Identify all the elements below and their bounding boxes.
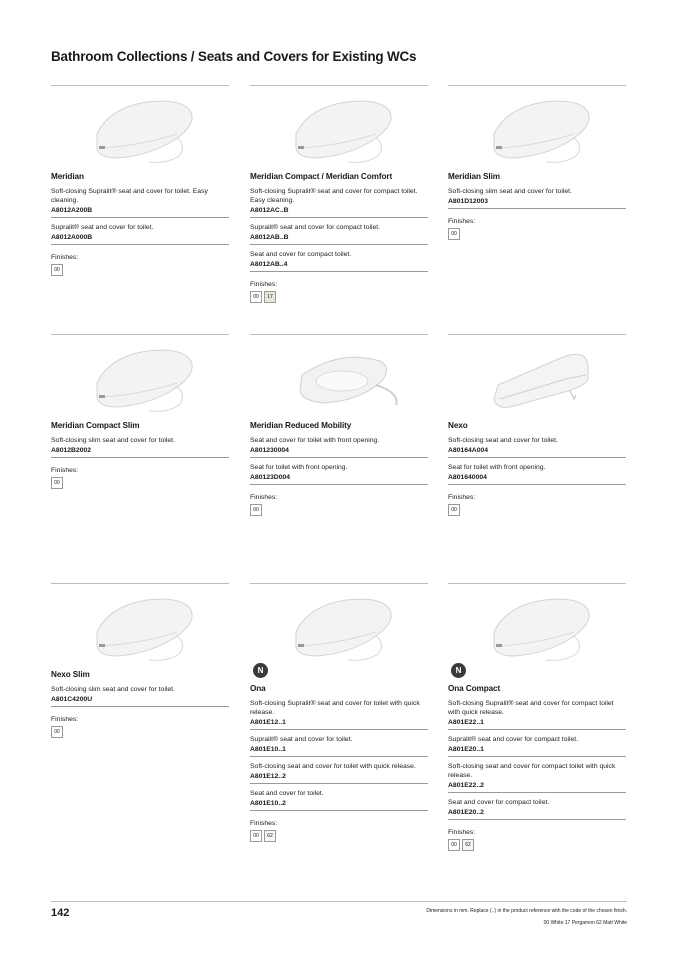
variant-reference: A801640004 xyxy=(448,474,487,481)
finish-swatches xyxy=(448,839,626,851)
product-variant xyxy=(250,699,428,730)
toilet-seat-image xyxy=(250,335,428,421)
toilet-seat-image xyxy=(250,584,428,670)
variant-reference: A801E10..2 xyxy=(250,800,286,807)
product-image xyxy=(448,584,626,684)
new-badge: N xyxy=(253,663,268,678)
finish-swatch: 00 xyxy=(51,726,63,738)
product-variant xyxy=(51,685,229,707)
product-name: Ona Compact xyxy=(448,684,501,693)
variant-reference: A801E22..1 xyxy=(448,719,484,726)
variant-reference: A80164A004 xyxy=(448,447,489,454)
variant-description: Supralit® seat and cover for toilet. xyxy=(51,224,154,231)
finish-swatch: 00 xyxy=(250,504,262,516)
finishes-label: Finishes: xyxy=(448,218,476,225)
finishes-label: Finishes: xyxy=(250,820,278,827)
finish-swatch: 00 xyxy=(250,830,262,842)
product-variant xyxy=(250,463,428,485)
page-number: 142 xyxy=(51,907,70,919)
product-image xyxy=(448,86,626,172)
product-image xyxy=(51,86,229,172)
finish-swatches xyxy=(250,291,428,303)
variant-reference: A801230004 xyxy=(250,447,289,454)
finish-swatch: 00 xyxy=(250,291,262,303)
product-image xyxy=(51,335,229,421)
variant-description: Supralit® seat and cover for compact toilet. xyxy=(448,736,579,743)
footnote: Dimensions in mm. Replace (..) in the product reference with the code of the chosen finish. xyxy=(426,908,627,914)
product-image xyxy=(250,335,428,421)
variant-description: Soft-closing Supralit® seat and cover for compact toilet with quick release. xyxy=(448,700,614,716)
variant-description: Seat and cover for compact toilet. xyxy=(250,251,352,258)
toilet-seat-image xyxy=(448,86,626,172)
product-card xyxy=(250,85,428,303)
finish-swatch: 00 xyxy=(51,477,63,489)
variant-description: Seat for toilet with front opening. xyxy=(448,464,546,471)
finish-swatch: 00 xyxy=(51,264,63,276)
page-title: Bathroom Collections / Seats and Covers for Existing WCs xyxy=(51,49,417,64)
new-badge: N xyxy=(451,663,466,678)
finishes-label: Finishes: xyxy=(51,716,79,723)
product-variant xyxy=(250,187,428,218)
product-name: Nexo xyxy=(448,421,468,430)
finish-swatches xyxy=(250,504,428,516)
product-variant xyxy=(250,436,428,458)
variant-description: Seat and cover for compact toilet. xyxy=(448,799,550,806)
finishes-label: Finishes: xyxy=(250,281,278,288)
product-card xyxy=(448,334,626,516)
product-variant xyxy=(250,250,428,272)
finish-swatch: 00 xyxy=(448,228,460,240)
finishes-label: Finishes: xyxy=(51,254,79,261)
product-variant xyxy=(448,699,626,730)
product-card xyxy=(448,85,626,240)
variant-reference: A801C4200U xyxy=(51,696,93,703)
toilet-seat-image xyxy=(448,335,626,421)
finish-swatches xyxy=(250,830,428,842)
finishes-label: Finishes: xyxy=(448,829,476,836)
product-variant xyxy=(250,735,428,757)
variant-description: Seat for toilet with front opening. xyxy=(250,464,348,471)
product-name: Meridian xyxy=(51,172,84,181)
finish-swatches xyxy=(51,477,229,489)
variant-reference: A8012A200B xyxy=(51,207,93,214)
product-name: Meridian Reduced Mobility xyxy=(250,421,352,430)
finish-swatches xyxy=(448,228,626,240)
product-name: Nexo Slim xyxy=(51,670,90,679)
finish-swatch: 62 xyxy=(462,839,474,851)
variant-description: Soft-closing slim seat and cover for toilet. xyxy=(448,188,572,195)
product-variant xyxy=(448,436,626,458)
finish-swatch: 00 xyxy=(448,839,460,851)
variant-description: Seat and cover for toilet. xyxy=(250,790,324,797)
product-image xyxy=(448,335,626,421)
product-image xyxy=(250,86,428,172)
variant-description: Soft-closing slim seat and cover for toilet. xyxy=(51,686,175,693)
product-name: Meridian Compact Slim xyxy=(51,421,140,430)
product-variant xyxy=(448,735,626,757)
variant-reference: A801E10..1 xyxy=(250,746,286,753)
variant-description: Soft-closing seat and cover for toilet with quick release. xyxy=(250,763,416,770)
finish-swatches xyxy=(51,264,229,276)
variant-reference: A801E20..1 xyxy=(448,746,484,753)
variant-reference: A8012B2002 xyxy=(51,447,92,454)
product-card xyxy=(250,334,428,516)
variant-reference: A80123D004 xyxy=(250,474,291,481)
variant-description: Soft-closing seat and cover for compact toilet with quick release. xyxy=(448,763,616,779)
product-variant xyxy=(448,463,626,485)
product-name: Meridian Compact / Meridian Comfort xyxy=(250,172,393,181)
toilet-seat-image xyxy=(448,584,626,670)
variant-description: Soft-closing slim seat and cover for toilet. xyxy=(51,437,175,444)
finishes-label: Finishes: xyxy=(250,494,278,501)
finishes-label: Finishes: xyxy=(51,467,79,474)
product-card xyxy=(51,85,229,276)
product-variant xyxy=(250,789,428,811)
footer-divider xyxy=(51,901,627,902)
product-variant xyxy=(448,187,626,209)
product-variant xyxy=(448,798,626,820)
toilet-seat-image xyxy=(51,86,229,172)
variant-reference: A8012AB..B xyxy=(250,234,289,241)
product-variant xyxy=(250,762,428,784)
toilet-seat-image xyxy=(250,86,428,172)
product-card xyxy=(250,583,428,842)
product-card xyxy=(51,334,229,489)
finish-swatches xyxy=(448,504,626,516)
variant-reference: A8012AB..4 xyxy=(250,261,288,268)
product-name: Ona xyxy=(250,684,266,693)
product-variant xyxy=(51,223,229,245)
variant-description: Supralit® seat and cover for compact toilet. xyxy=(250,224,381,231)
variant-reference: A801E12..1 xyxy=(250,719,286,726)
product-image xyxy=(51,584,229,670)
finish-legend: 00 White 17 Pergamon 62 Matt White xyxy=(543,920,627,926)
variant-reference: A8012AC..B xyxy=(250,207,289,214)
product-variant xyxy=(250,223,428,245)
variant-reference: A801E22..2 xyxy=(448,782,484,789)
product-name: Meridian Slim xyxy=(448,172,500,181)
product-variant xyxy=(51,436,229,458)
variant-description: Soft-closing Supralit® seat and cover for compact toilet. Easy cleaning. xyxy=(250,188,418,204)
product-variant xyxy=(448,762,626,793)
variant-description: Soft-closing Supralit® seat and cover for toilet with quick release. xyxy=(250,700,420,716)
variant-reference: A801D12003 xyxy=(448,198,489,205)
product-variant xyxy=(51,187,229,218)
finish-swatch: 17 xyxy=(264,291,276,303)
toilet-seat-image xyxy=(51,584,229,670)
variant-description: Soft-closing Supralit® seat and cover for toilet. Easy cleaning. xyxy=(51,188,208,204)
product-card xyxy=(448,583,626,851)
finishes-label: Finishes: xyxy=(448,494,476,501)
finish-swatches xyxy=(51,726,229,738)
variant-description: Seat and cover for toilet with front opening. xyxy=(250,437,380,444)
variant-description: Supralit® seat and cover for toilet. xyxy=(250,736,353,743)
product-card xyxy=(51,583,229,738)
variant-description: Soft-closing seat and cover for toilet. xyxy=(448,437,558,444)
variant-reference: A801E12..2 xyxy=(250,773,286,780)
toilet-seat-image xyxy=(51,335,229,421)
variant-reference: A801E20..2 xyxy=(448,809,484,816)
product-image xyxy=(250,584,428,684)
variant-reference: A8012A000B xyxy=(51,234,93,241)
finish-swatch: 62 xyxy=(264,830,276,842)
finish-swatch: 00 xyxy=(448,504,460,516)
